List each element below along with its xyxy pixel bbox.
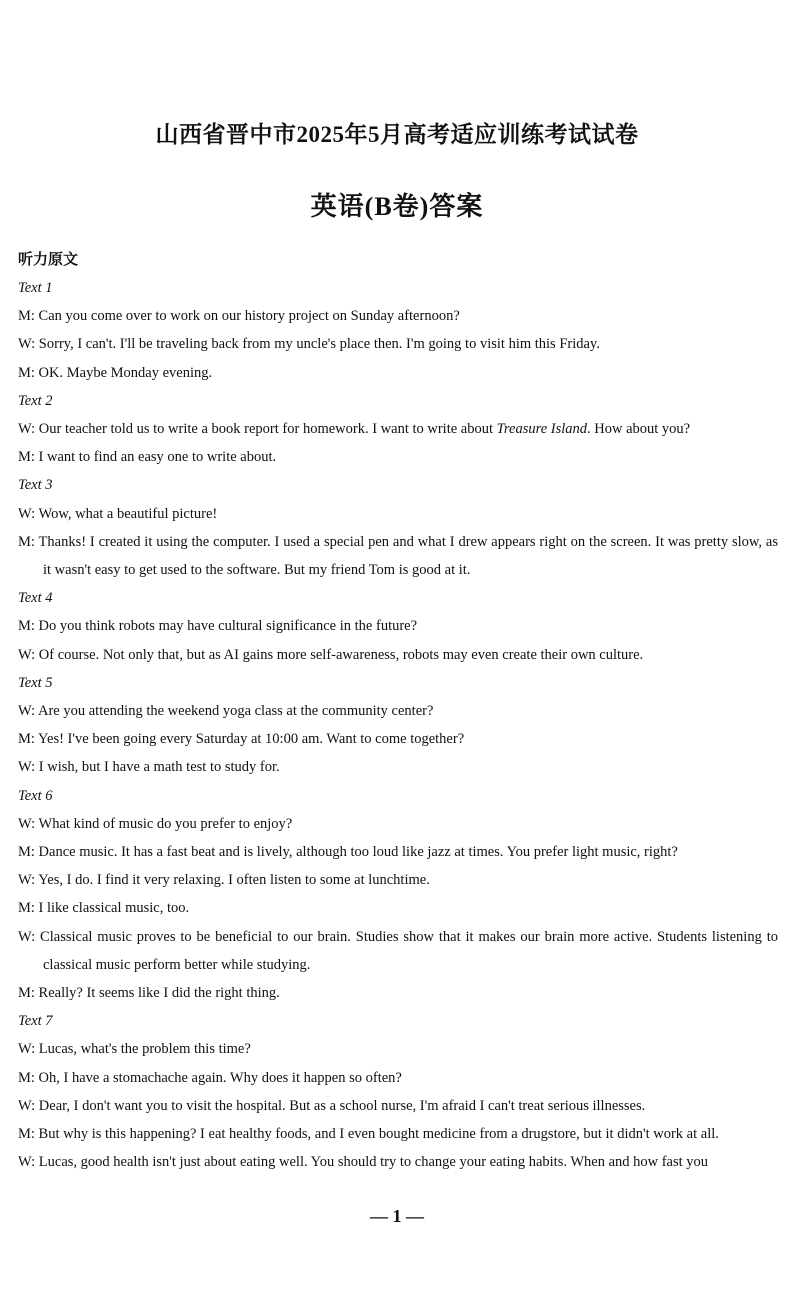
exam-title: 山西省晋中市2025年5月高考适应训练考试试卷: [155, 122, 639, 147]
listening-transcript: [18, 246, 778, 1177]
answer-key-subtitle: 英语(B卷)答案: [310, 192, 484, 221]
dialogue-line: M: Oh, I have a stomachache again. Why does it happen so often?: [18, 1069, 402, 1086]
text-label: Text 2: [18, 392, 53, 409]
dialogue-line: W: Of course. Not only that, but as AI gains more self-awareness, robots may even create their own culture.: [18, 646, 644, 663]
dialogue-paragraph: [18, 528, 778, 584]
text-label: Text 6: [18, 787, 53, 804]
dialogue-line: W: Wow, what a beautiful picture!: [18, 505, 218, 522]
dialogue-line: M: I want to find an easy one to write about.: [18, 449, 277, 466]
dialogue-line: W: Dear, I don't want you to visit the hospital. But as a school nurse, I'm afraid I can't treat serious illnesses.: [18, 1097, 646, 1114]
dialogue-text: M: But why is this happening? I eat healthy foods, and I even bought medicine from a drugstore, but it didn't work at all.: [18, 1126, 719, 1143]
dialogue-line: M: Really? It seems like I did the right thing.: [18, 985, 280, 1002]
dialogue-line: M: Can you come over to work on our history project on Sunday afternoon?: [18, 308, 460, 325]
page-number: — 1 —: [370, 1206, 424, 1226]
section-heading: 听力原文: [18, 252, 79, 268]
dialogue-line: M: OK. Maybe Monday evening.: [18, 364, 213, 381]
dialogue-line: M: Yes! I've been going every Saturday at 10:00 am. Want to come together?: [18, 731, 465, 748]
dialogue-line: M: Dance music. It has a fast beat and is lively, although too loud like jazz at times. You prefer light music, right?: [18, 844, 678, 861]
dialogue-line: W: Lucas, good health isn't just about eating well. You should try to change your eating habits. When and how fast you: [18, 1154, 709, 1171]
book-title: Treasure Island: [496, 421, 588, 438]
dialogue-line: M: Do you think robots may have cultural significance in the future?: [18, 618, 418, 635]
dialogue-text: W: Our teacher told us to write a book report for homework. I want to write about: [18, 421, 497, 438]
dialogue-line: [18, 415, 778, 443]
dialogue-paragraph: [18, 1120, 778, 1148]
text-label: Text 4: [18, 590, 53, 607]
dialogue-text: W: Classical music proves to be beneficial to our brain. Studies show that it makes our brain more active. Students listening to classical music perform better while studying.: [18, 928, 778, 973]
dialogue-line: W: What kind of music do you prefer to enjoy?: [18, 815, 293, 832]
text-label: Text 7: [18, 1013, 53, 1030]
dialogue-line: W: I wish, but I have a math test to study for.: [18, 759, 280, 776]
dialogue-line: W: Yes, I do. I find it very relaxing. I often listen to some at lunchtime.: [18, 872, 430, 889]
dialogue-paragraph: [18, 923, 778, 979]
text-label: Text 1: [18, 280, 53, 296]
text-label: Text 3: [18, 477, 53, 494]
dialogue-line: M: I like classical music, too.: [18, 900, 190, 917]
dialogue-text: M: Thanks! I created it using the computer. I used a special pen and what I drew appears right on the screen. It was pretty slow, as it wasn't easy to get used to the software. But my friend Tom is good at it.: [18, 533, 778, 579]
dialogue-line: W: Are you attending the weekend yoga class at the community center?: [18, 703, 434, 720]
dialogue-line: W: Sorry, I can't. I'll be traveling back from my uncle's place then. I'm going to visit him this Friday.: [18, 336, 600, 353]
text-label: Text 5: [18, 674, 53, 691]
dialogue-text: . How about you?: [587, 421, 691, 438]
dialogue-line: W: Lucas, what's the problem this time?: [18, 1041, 251, 1058]
